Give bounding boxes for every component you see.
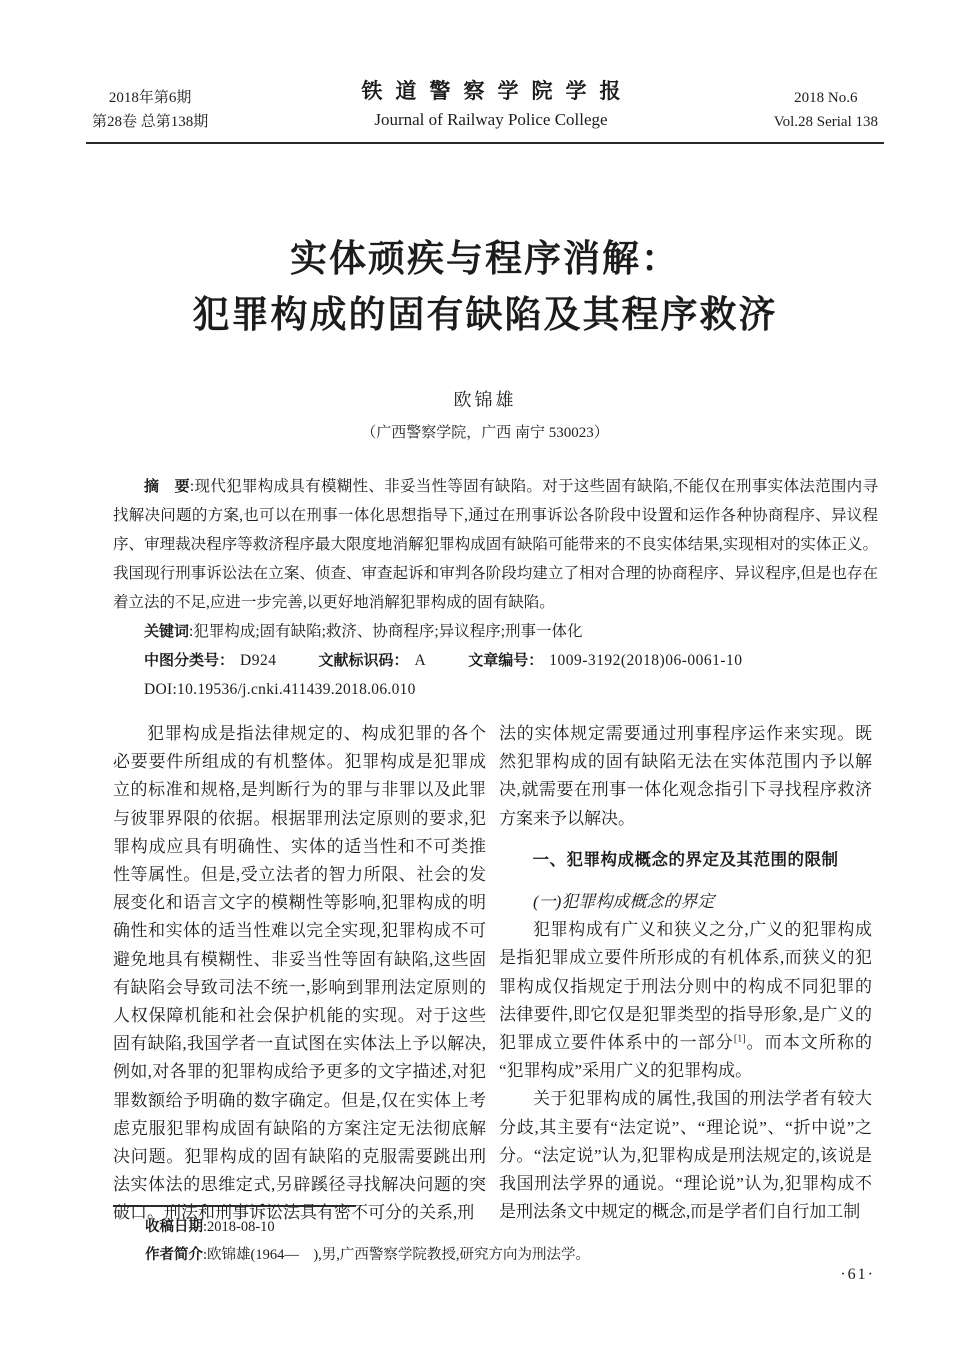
paragraph-definition-text: 犯罪构成有广义和狭义之分,广义的犯罪构成是指犯罪成立要件所形成的有机体系,而狭义的犯罪构成仅指规定于刑法分则中的构成不同犯罪的法律要件,即它仅是犯罪类型的指导形象,是广义的犯罪成立要件体系中的一部分 bbox=[499, 920, 872, 1053]
doi-line: DOI:10.19536/j.cnki.411439.2018.06.010 bbox=[144, 681, 416, 698]
journal-header bbox=[0, 0, 970, 134]
journal-name-block bbox=[208, 76, 773, 134]
body-columns bbox=[113, 720, 873, 1228]
title-line-2: 犯罪构成的固有缺陷及其程序救济 bbox=[192, 295, 778, 336]
footnote-block bbox=[113, 1205, 878, 1269]
footnote-divider bbox=[113, 1205, 356, 1207]
author-bio-line bbox=[113, 1241, 878, 1269]
keywords-text: :犯罪构成;固有缺陷;救济、协商程序;异议程序;刑事一体化 bbox=[189, 623, 583, 640]
footnote-ref-1: [1] bbox=[733, 1033, 746, 1045]
abstract-text: :现代犯罪构成具有模糊性、非妥当性等固有缺陷。对于这些固有缺陷,不能仅在刑事实体法范围内寻找解决问题的方案,也可以在刑事一体化思想指导下,通过在刑事诉讼各阶段中设置和运作各种协商程序、异议程序、审理裁决程序等救济程序最大限度地消解犯罪构成固有缺陷可能带来的不良实体结果,实现相对的实体正义。我国现行刑事诉讼法在立案、侦查、审查起诉和审判各阶段均建立了相对合理的协商程序、异议程序,但是也存在着立法的不足,应进一步完善,以更好地消解犯罪构成的固有缺陷。 bbox=[113, 478, 878, 611]
clc-value: D924 bbox=[240, 652, 277, 669]
issue-cn-line1: 2018年第6期 bbox=[108, 90, 192, 106]
paragraph-attribute: 关于犯罪构成的属性,我国的刑法学者有较大分歧,其主要有“法定说”、“理论说”、“折中说”之分。“法定说”认为,犯罪构成是刑法规定的,该说是我国刑法学界的通说。“理论说”认为,犯罪构成不是刑法条文中规定的概念,而是学者们自行加工制 bbox=[499, 1089, 872, 1222]
section-1-heading: 一、犯罪构成概念的界定及其范围的限制 bbox=[532, 850, 839, 869]
doc-code-value: A bbox=[414, 652, 427, 669]
page-number: ·61· bbox=[840, 1266, 875, 1283]
clc-label: 中图分类号： bbox=[144, 652, 235, 669]
header-divider bbox=[86, 142, 884, 144]
received-date-value: :2018-08-10 bbox=[203, 1219, 275, 1235]
author-affiliation: （广西警察学院，广西 南宁 530023） bbox=[361, 425, 609, 441]
article-title bbox=[40, 232, 930, 344]
keywords-label: 关键词 bbox=[144, 623, 190, 640]
keywords bbox=[113, 617, 878, 646]
article-id-value: 1009-3192(2018)06-0061-10 bbox=[549, 652, 743, 669]
issue-en-line2: Vol.28 Serial 138 bbox=[773, 114, 878, 130]
journal-name-en: Journal of Railway Police College bbox=[374, 110, 608, 129]
journal-name-cn: 铁道警察学院学报 bbox=[361, 79, 634, 103]
paragraph-definition-text-after: 。而本文所称的“犯罪构成”采用广义的犯罪构成。 bbox=[499, 1033, 873, 1081]
left-column bbox=[113, 720, 486, 1228]
subsection-1-1-heading: (一)犯罪构成概念的界定 bbox=[533, 892, 715, 912]
classification-line bbox=[113, 646, 878, 675]
doc-code-label: 文献标识码： bbox=[318, 652, 409, 669]
article-id-label: 文章编号： bbox=[468, 652, 544, 669]
abstract bbox=[113, 472, 878, 617]
author-name: 欧锦雄 bbox=[453, 390, 517, 410]
issue-en-line1: 2018 No.6 bbox=[794, 90, 858, 106]
paragraph-intro: 犯罪构成是指法律规定的、构成犯罪的各个必要要件所组成的有机整体。犯罪构成是犯罪成立的标准和规格,是判断行为的罪与非罪以及此罪与彼罪界限的依据。根据罪刑法定原则的要求,犯罪构成应具有明确性、实体的适当性和不可类推性等属性。但是,受立法者的智力所限、社会的发展变化和语言文字的模糊性等影响,犯罪构成的明确性和实体的适当性难以完全实现,犯罪构成不可避免地具有模糊性、非妥当性等固有缺陷,这些固有缺陷会导致司法不统一,影响到罪刑法定原则的人权保障机能和社会保护机能的实现。对于这些固有缺陷,我国学者一直试图在实体法上予以解决,例如,对各罪的犯罪构成给予更多的文字描述,对犯罪数额给予明确的数字确定。但是,仅在实体上考虑克服犯罪构成固有缺陷的方案注定无法彻底解决问题。犯罪构成的固有缺陷的克服需要跳出刑法实体法的思维定式,另辟蹊径寻找解决问题的突破口。刑法和刑事诉讼法具有密不可分的关系,刑 bbox=[113, 724, 486, 1223]
received-date-line bbox=[113, 1213, 878, 1241]
title-line-1: 实体顽疾与程序消解： bbox=[290, 239, 680, 280]
paragraph-definition bbox=[499, 916, 872, 1085]
issue-info-en bbox=[774, 86, 878, 134]
received-date-label: 收稿日期 bbox=[145, 1219, 203, 1235]
paragraph-intro-continued: 法的实体规定需要通过刑事程序运作来实现。既然犯罪构成的固有缺陷无法在实体范围内予以解决,就需要在刑事一体化观念指引下寻找程序救济方案来予以解决。 bbox=[499, 724, 872, 828]
author-bio-value: :欧锦雄(1964— ),男,广西警察学院教授,研究方向为刑法学。 bbox=[203, 1247, 591, 1263]
right-column bbox=[499, 720, 872, 1228]
abstract-label: 摘 要 bbox=[144, 478, 190, 495]
issue-cn-line2: 第28卷 总第138期 bbox=[92, 114, 209, 130]
issue-info-cn bbox=[92, 86, 208, 134]
author-bio-label: 作者简介 bbox=[145, 1247, 203, 1263]
article-meta bbox=[113, 472, 878, 704]
